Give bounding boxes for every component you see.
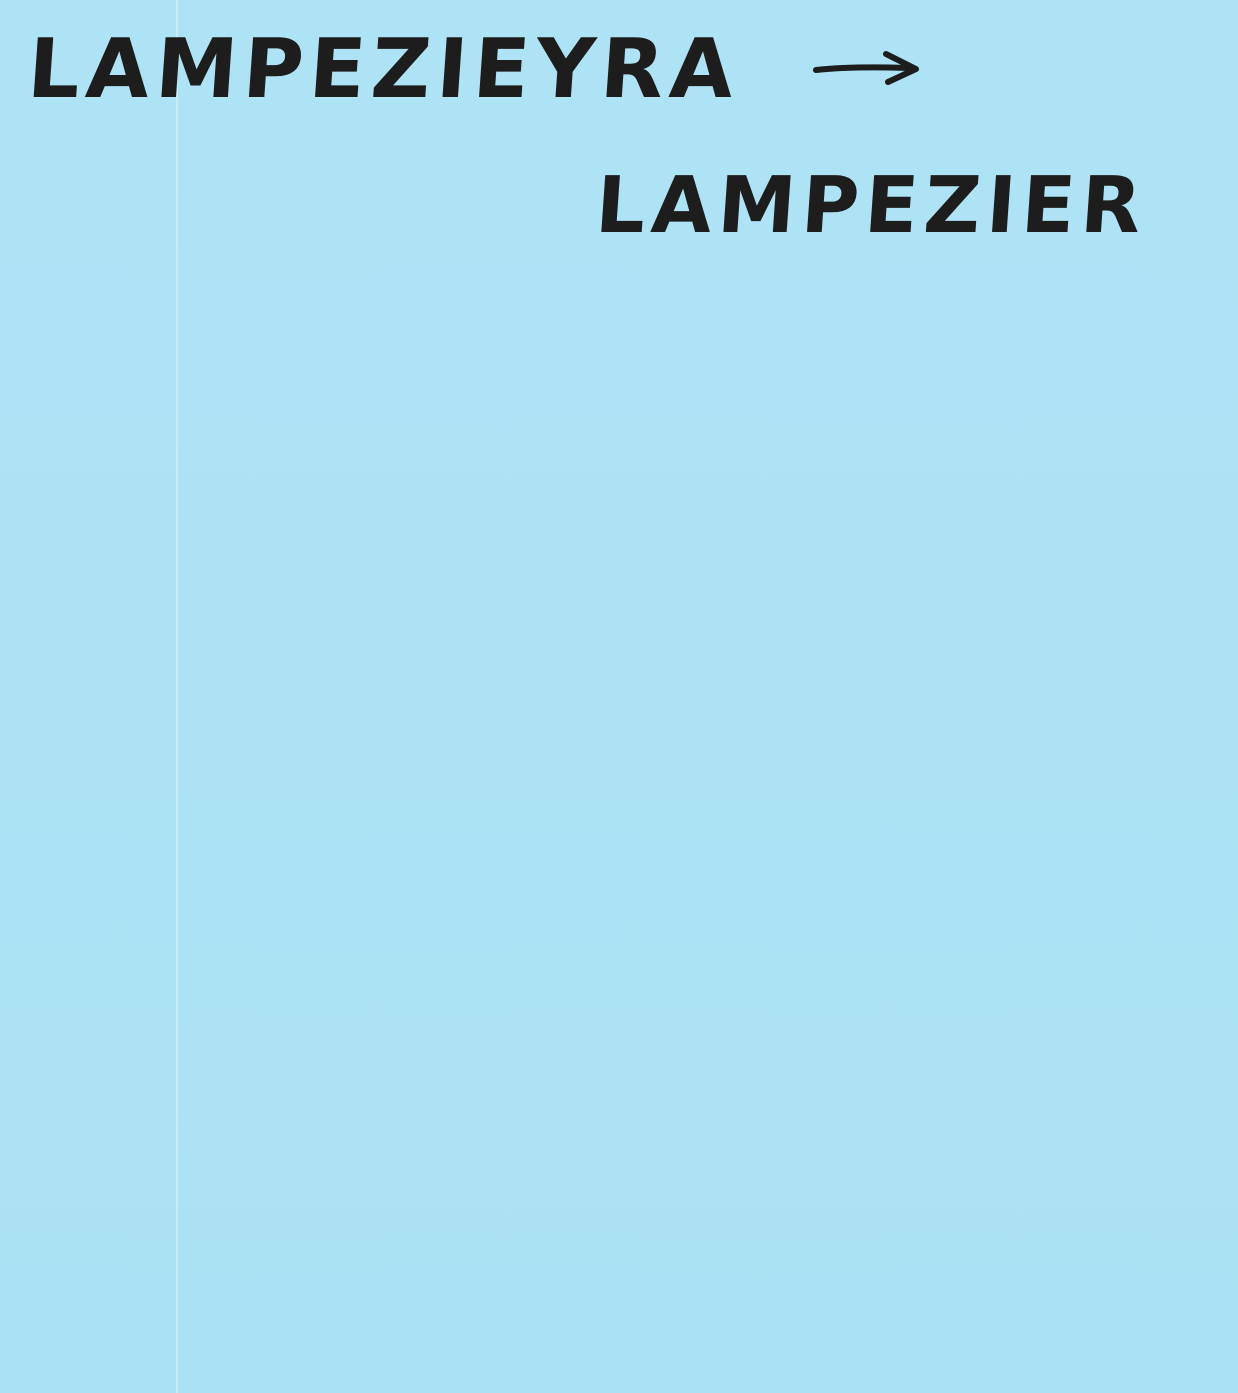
right-arrow-icon bbox=[812, 48, 924, 88]
handwritten-original-name: LAMPEZIEYRA bbox=[24, 22, 743, 117]
handwritten-variant-name: LAMPEZIER bbox=[592, 161, 1151, 251]
card-fold-line bbox=[176, 0, 178, 1393]
